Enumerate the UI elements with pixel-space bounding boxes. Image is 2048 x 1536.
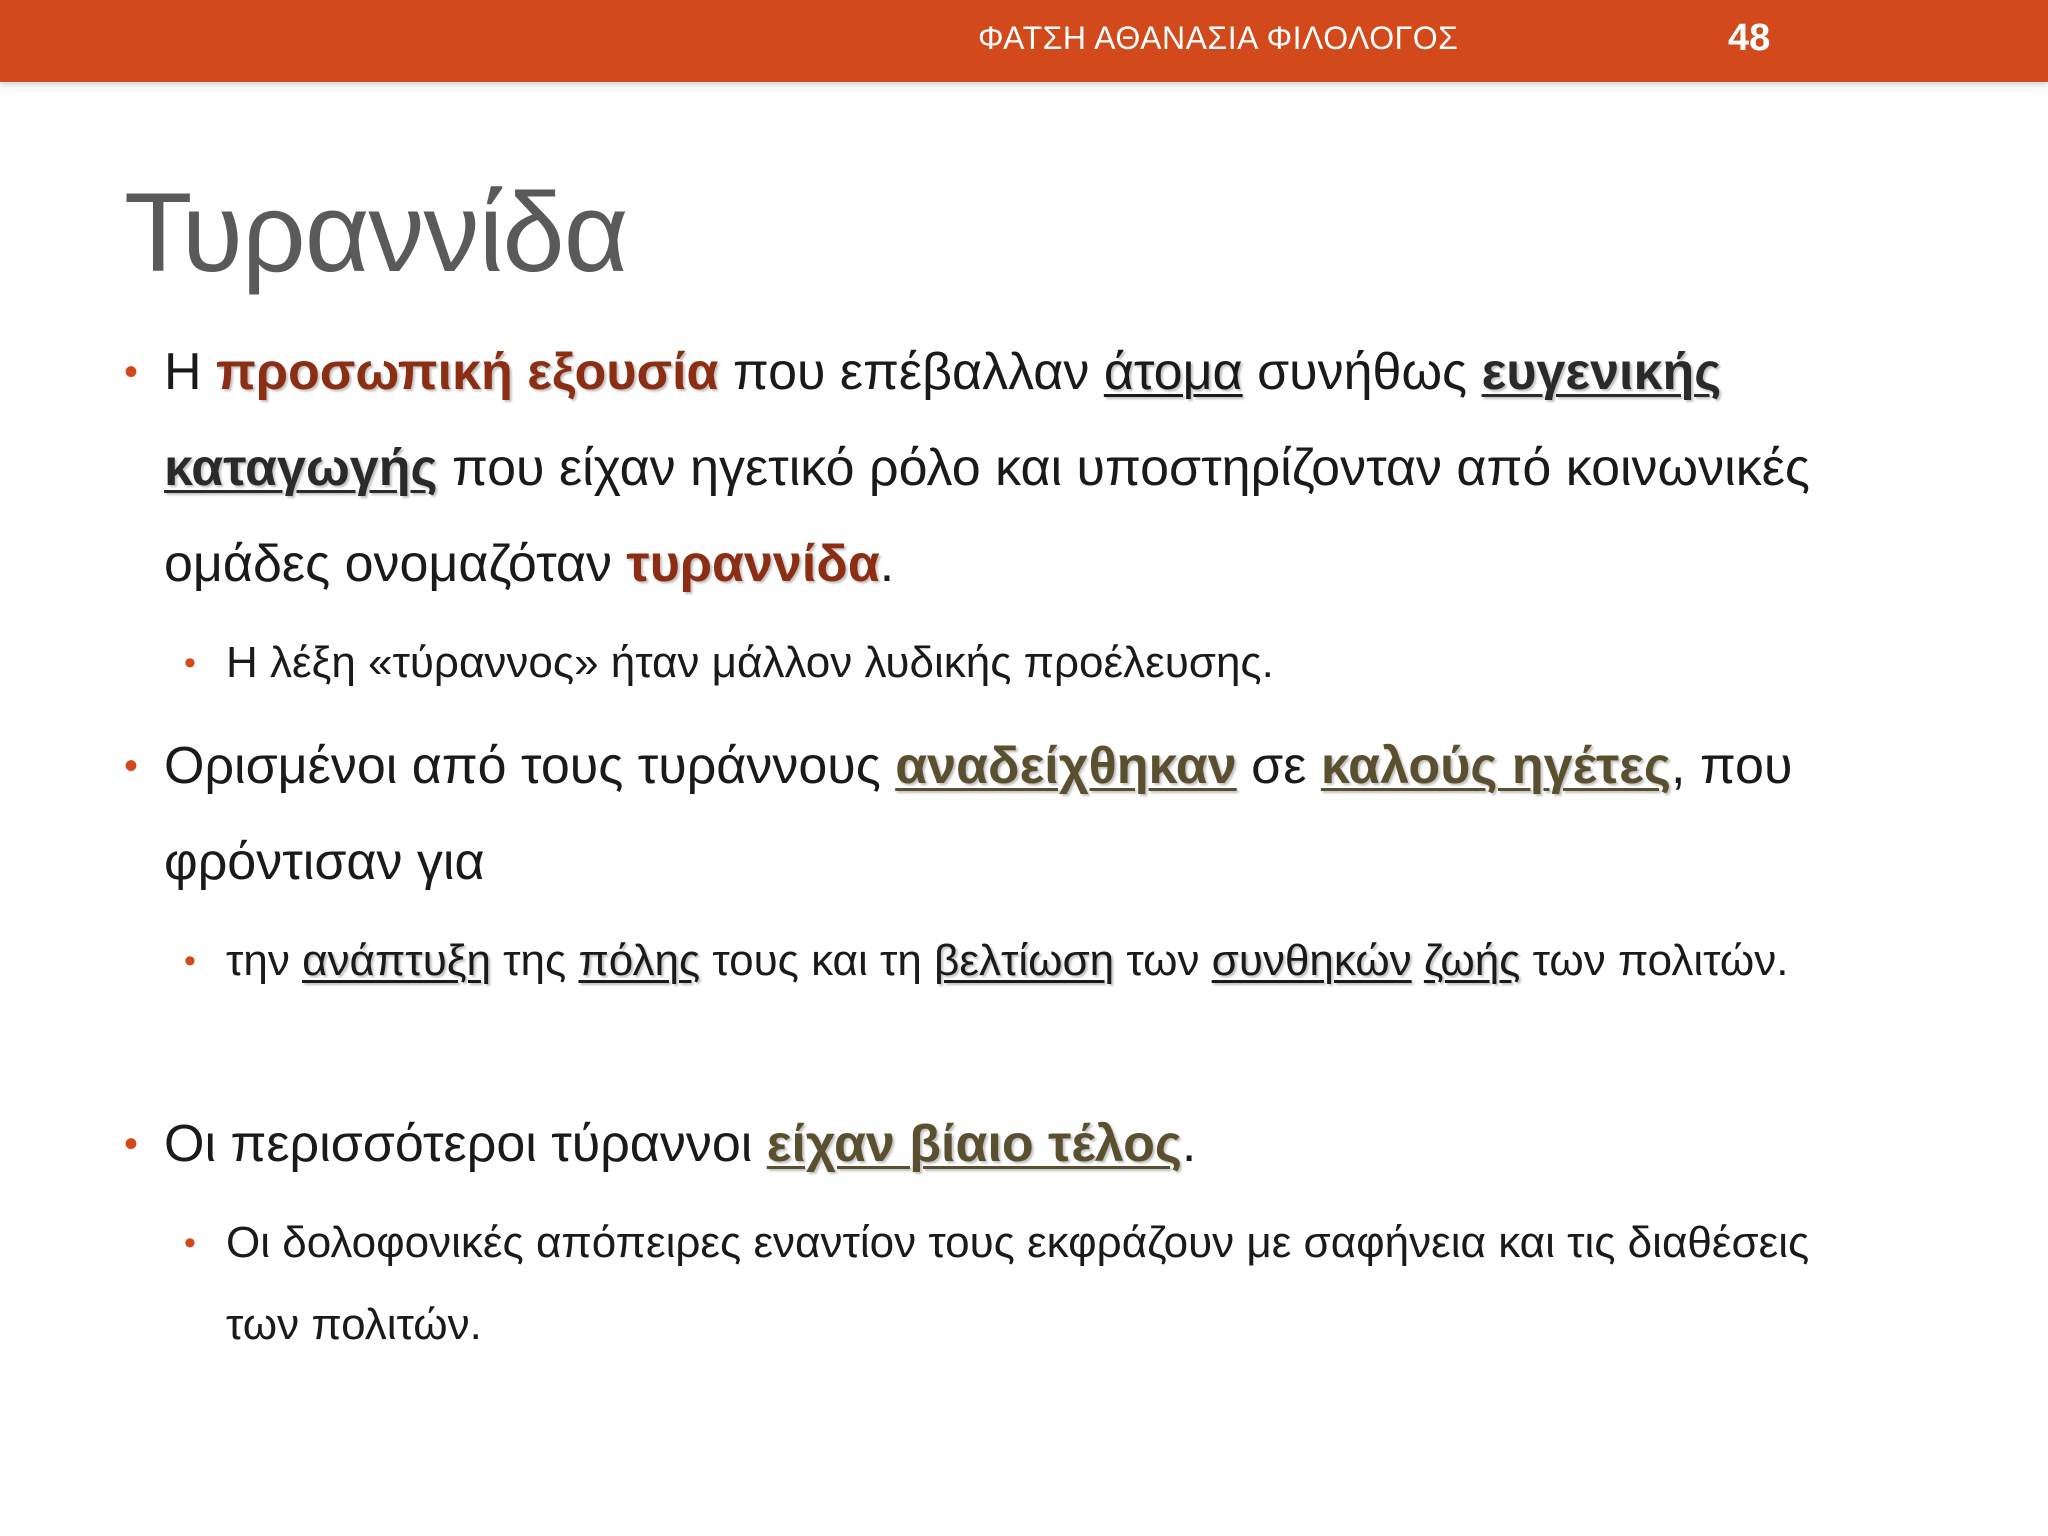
sub-bullet-marker: • bbox=[184, 942, 196, 980]
keyword-personal-power: προσωπική εξουσία bbox=[216, 343, 719, 401]
page-number: 48 bbox=[1728, 17, 1771, 59]
slide-title: Τυραννίδα bbox=[124, 170, 628, 295]
bullet-item-3 bbox=[124, 1096, 1884, 1192]
keyword-individuals: άτομα bbox=[1103, 343, 1243, 401]
text-segment: που είχαν ηγετικό ρόλο και υποστηρίζονταν από κοινωνικές ομάδες ονομαζόταν bbox=[164, 439, 1810, 593]
sub-bullet-marker: • bbox=[184, 1224, 196, 1262]
sub-bullet-text-3: Οι δολοφονικές απόπειρες εναντίον τους εκφράζουν με σαφήνεια και τις διαθέσεις των πολιτών. bbox=[226, 1218, 1810, 1349]
bullet-marker: • bbox=[124, 744, 139, 788]
text-segment: . bbox=[879, 535, 895, 593]
text-segment: συνήθως bbox=[1242, 343, 1482, 401]
keyword-violent-end: είχαν βίαιο τέλος bbox=[766, 1115, 1182, 1173]
keyword-good-leaders: καλούς ηγέτες bbox=[1320, 737, 1671, 795]
bullet-marker: • bbox=[124, 1122, 139, 1166]
text-segment: που επέβαλλαν bbox=[718, 343, 1104, 401]
text-segment: Οι περισσότεροι τύραννοι bbox=[164, 1115, 767, 1173]
author-label: ΦΑΤΣΗ ΑΘΑΝΑΣΙΑ ΦΙΛΟΛΟΓΟΣ bbox=[978, 20, 1459, 56]
keyword-noble-origin: ευγενικής καταγωγής bbox=[164, 343, 1722, 497]
keyword-conditions: συνθηκών bbox=[1211, 936, 1412, 985]
sub-bullet-text-1: Η λέξη «τύραννος» ήταν μάλλον λυδικής προέλευσης. bbox=[226, 638, 1274, 687]
text-segment: , που φρόντισαν για bbox=[164, 737, 1793, 891]
keyword-emerged: αναδείχθηκαν bbox=[895, 737, 1237, 795]
text-segment: Ορισμένοι από τους τυράννους bbox=[164, 737, 896, 795]
text-segment: σε bbox=[1236, 737, 1321, 795]
sub-bullet-marker: • bbox=[184, 644, 196, 682]
keyword-life: ζωής bbox=[1423, 936, 1521, 985]
text-segment: τους και τη bbox=[700, 936, 935, 985]
header-bar bbox=[0, 0, 2048, 82]
text-segment: της bbox=[490, 936, 579, 985]
bullet-text-1 bbox=[164, 324, 1884, 612]
bullet-item-2 bbox=[124, 718, 1884, 910]
text-segment: την bbox=[226, 936, 303, 985]
text-segment: . bbox=[1181, 1115, 1197, 1173]
bullet-text-2 bbox=[164, 718, 1884, 910]
text-segment: των bbox=[1114, 936, 1212, 985]
bullet-marker: • bbox=[124, 350, 139, 394]
bullet-item-1 bbox=[124, 324, 1884, 614]
text-segment: των πολιτών. bbox=[1520, 936, 1789, 985]
keyword-tyranny: τυραννίδα bbox=[626, 535, 880, 593]
keyword-improvement: βελτίωση bbox=[934, 936, 1115, 985]
bullet-text-3 bbox=[164, 1096, 1884, 1192]
text-segment: Η bbox=[164, 343, 216, 401]
keyword-city: πόλης bbox=[578, 936, 701, 985]
keyword-development: ανάπτυξη bbox=[302, 936, 491, 985]
sub-bullet-item-1 bbox=[184, 622, 1884, 704]
text-segment bbox=[1412, 936, 1424, 985]
sub-bullet-text-2 bbox=[226, 920, 1886, 1002]
sub-bullet-item-3 bbox=[184, 1202, 1884, 1366]
sub-bullet-item-2 bbox=[184, 920, 1884, 1084]
